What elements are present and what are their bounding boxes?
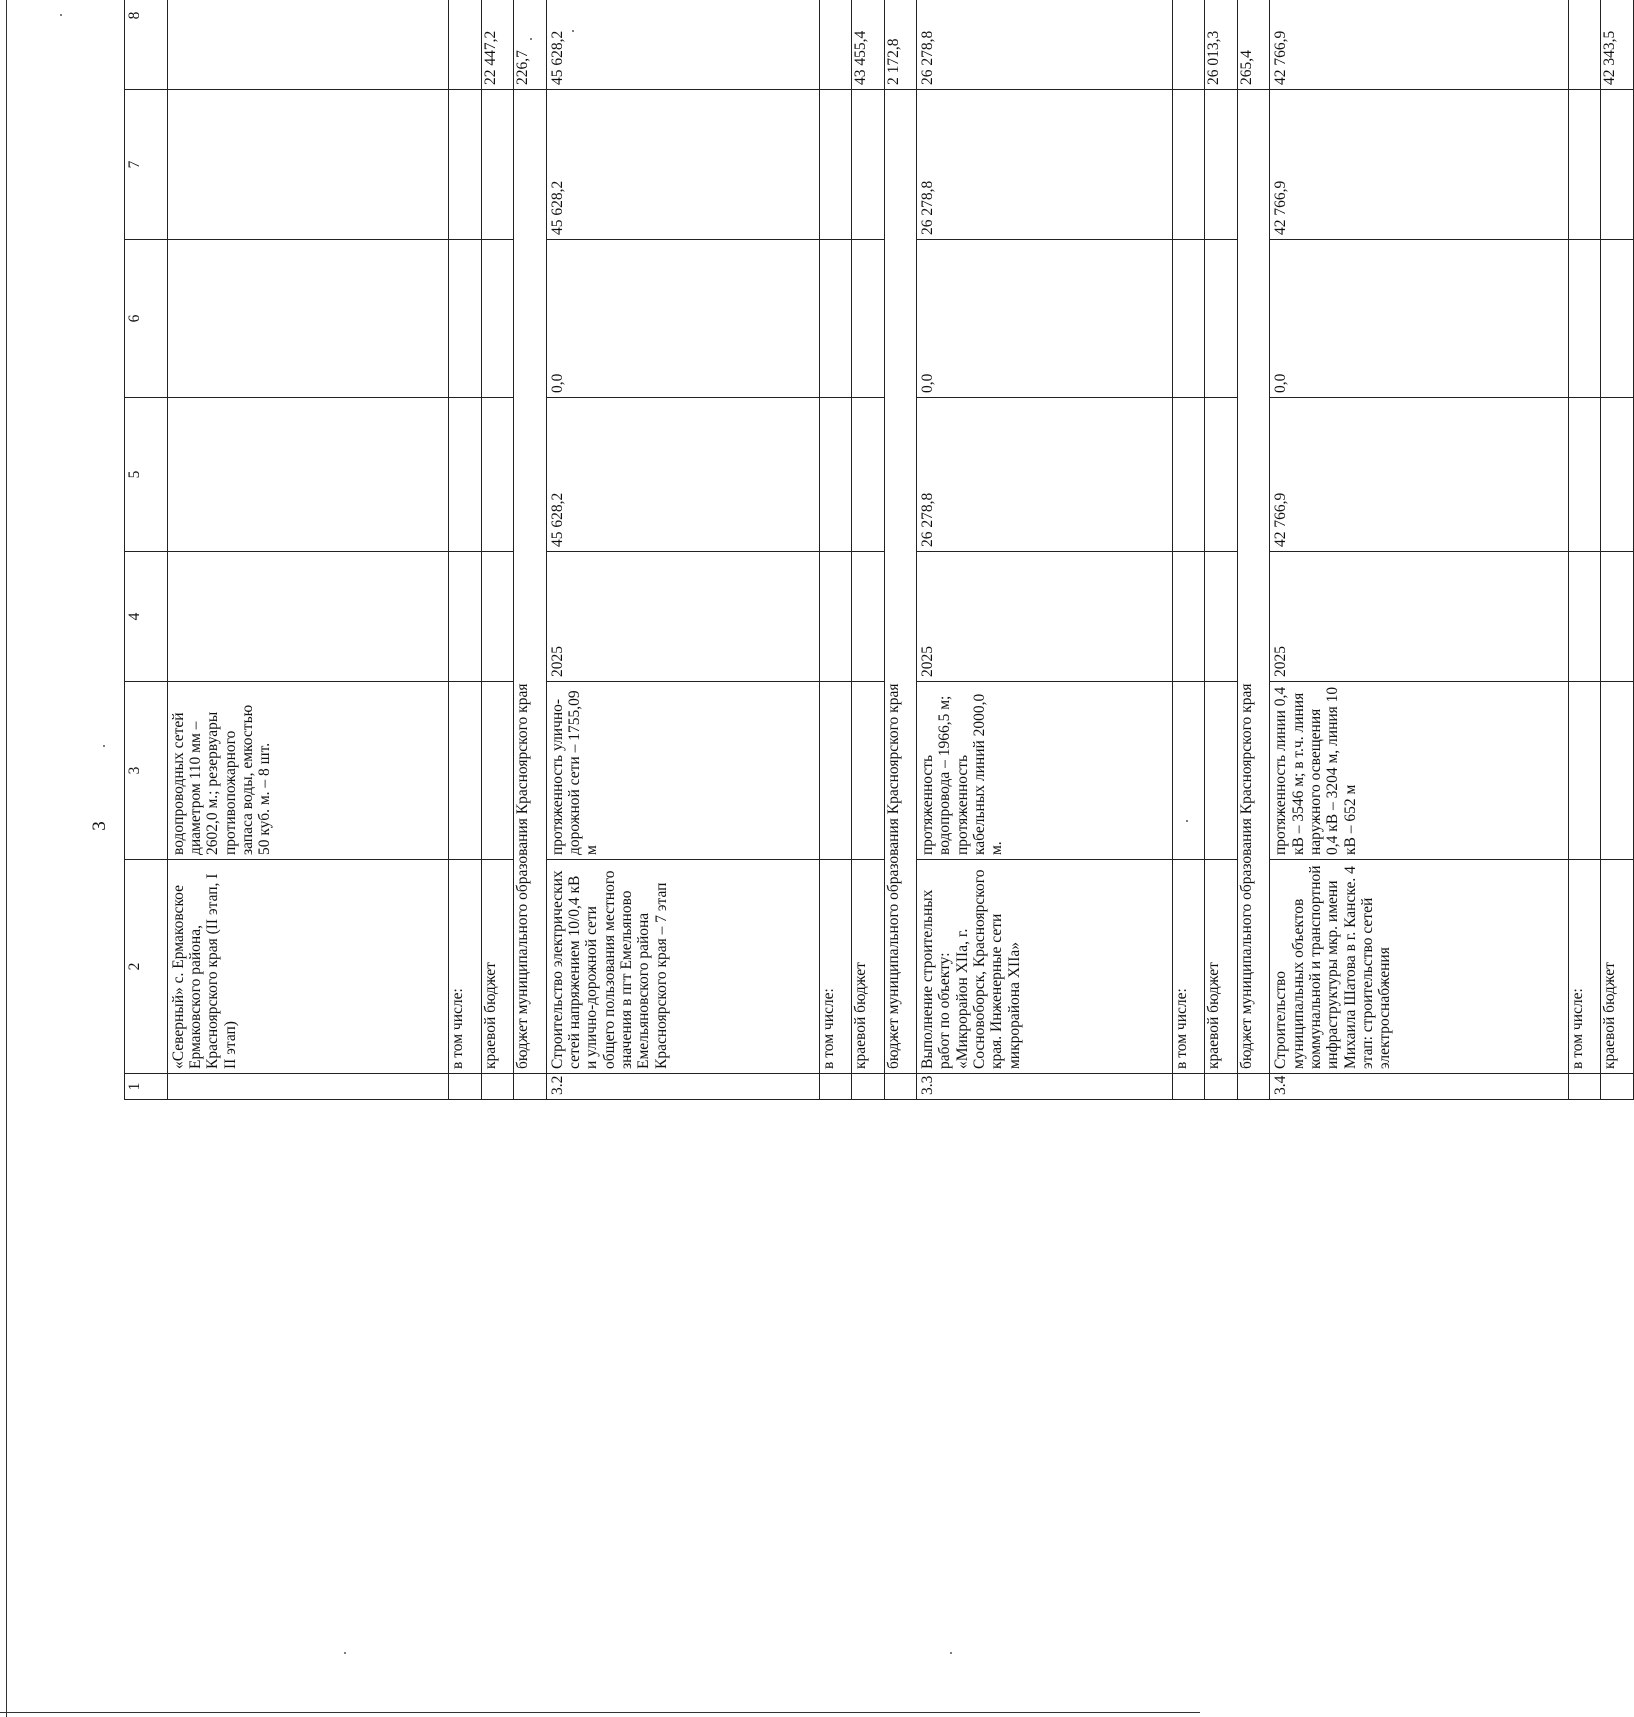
table-row bbox=[167, 0, 449, 1100]
table-row bbox=[852, 0, 884, 1100]
scan-speck bbox=[344, 1652, 346, 1654]
table-row bbox=[1173, 0, 1205, 1100]
header-cell: 4 bbox=[125, 552, 168, 682]
table-row bbox=[916, 0, 1172, 1100]
object-name: Строительство электрических сетей напряжением 10/0,4 кВ и улично-дорожной сети общего пользования местного значения в пгт Емельяново Емельяновского района Красноярского края – 7 этап bbox=[546, 860, 819, 1074]
header-cell: 5 bbox=[125, 398, 168, 552]
table-row bbox=[819, 0, 851, 1100]
label-v-tom-chisle: в том числе: bbox=[819, 860, 851, 1074]
kraevoy-amount: 26 013,3 bbox=[1205, 0, 1237, 90]
table-row bbox=[1270, 0, 1569, 1100]
header-cell: 8 bbox=[125, 0, 168, 90]
object-description: водопроводных сетей диаметром 110 мм – 2602,0 м.; резервуары противопожарного запаса воды, емкостью 50 куб. м. – 8 шт. bbox=[167, 682, 449, 860]
col7-amount: 42 766,9 bbox=[1270, 90, 1569, 240]
table-row bbox=[546, 0, 819, 1100]
year: 2025 bbox=[546, 552, 819, 682]
col7-amount: 45 628,2 bbox=[546, 90, 819, 240]
header-cell: 3 bbox=[125, 682, 168, 860]
table-row bbox=[1205, 0, 1237, 1100]
item-number: 3.4 bbox=[1270, 1074, 1569, 1100]
header-row bbox=[125, 0, 168, 1100]
col5-amount: 42 766,9 bbox=[1270, 398, 1569, 552]
kraevoy-amount: 42 343,5 bbox=[1601, 0, 1634, 90]
scan-speck bbox=[950, 1652, 952, 1654]
table-row bbox=[1601, 0, 1634, 1100]
scan-speck bbox=[103, 745, 105, 747]
table-row bbox=[449, 0, 481, 1100]
col7-amount: 26 278,8 bbox=[916, 90, 1172, 240]
label-v-tom-chisle: в том числе: bbox=[449, 860, 481, 1074]
object-name: Строительство муниципальных объектов коммунальной и транспортной инфраструктуры мкр. имени Михаила Шатова в г. Канске. 4 этап: строительство сетей электроснабжения bbox=[1270, 860, 1569, 1074]
col8-amount: 26 278,8 bbox=[916, 0, 1172, 90]
year: 2025 bbox=[916, 552, 1172, 682]
object-description: протяженность улично-дорожной сети – 1755,09 м bbox=[546, 682, 819, 860]
municipal-amount: 226,7 bbox=[514, 0, 546, 90]
label-kraevoy: краевой бюджет bbox=[1601, 860, 1634, 1074]
label-municipal: бюджет муниципального образования Красноярского края bbox=[514, 90, 546, 1074]
table-row bbox=[481, 0, 513, 1100]
table-row bbox=[1237, 0, 1269, 1100]
municipal-amount: 265,4 bbox=[1237, 0, 1269, 90]
label-kraevoy: краевой бюджет bbox=[1205, 860, 1237, 1074]
table-row bbox=[1569, 0, 1601, 1100]
scan-speck bbox=[572, 30, 574, 32]
program-table bbox=[124, 0, 1634, 1100]
item-number: 3.2 bbox=[546, 1074, 819, 1100]
label-kraevoy: краевой бюджет bbox=[852, 860, 884, 1074]
header-cell: 1 bbox=[125, 1074, 168, 1100]
scan-speck bbox=[60, 14, 62, 16]
kraevoy-amount: 43 455,4 bbox=[852, 0, 884, 90]
header-cell: 7 bbox=[125, 90, 168, 240]
object-name: Выполнение строительных работ по объекту: «Микрорайон XIIа, г. Сосновоборск, Красноярского края. Инженерные сети микрорайона XIIа» bbox=[916, 860, 1172, 1074]
scan-frame-left bbox=[6, 0, 7, 1717]
year: 2025 bbox=[1270, 552, 1569, 682]
col8-amount: 42 766,9 bbox=[1270, 0, 1569, 90]
object-description: протяженность водопровода – 1966,5 м; протяженность кабельных линий 2000,0 м. bbox=[916, 682, 1172, 860]
label-municipal: бюджет муниципального образования Красноярского края bbox=[884, 90, 916, 1074]
col6-amount: 0,0 bbox=[916, 240, 1172, 398]
label-kraevoy: краевой бюджет bbox=[481, 860, 513, 1074]
scan-speck bbox=[1186, 820, 1188, 822]
item-number: 3.3 bbox=[916, 1074, 1172, 1100]
page-number: 3 bbox=[89, 821, 110, 831]
col8-amount: 45 628,2 bbox=[546, 0, 819, 90]
col5-amount: 26 278,8 bbox=[916, 398, 1172, 552]
municipal-amount: 2 172,8 bbox=[884, 0, 916, 90]
object-description: протяженность линии 0,4 кВ – 3546 м; в т.ч. линия наружного освещения 0,4 кВ – 3204 м, линия 10 кВ – 652 м bbox=[1270, 682, 1569, 860]
scan-frame-bottom bbox=[0, 1712, 1200, 1713]
col5-amount: 45 628,2 bbox=[546, 398, 819, 552]
kraevoy-amount: 22 447,2 bbox=[481, 0, 513, 90]
col6-amount: 0,0 bbox=[1270, 240, 1569, 398]
label-v-tom-chisle: в том числе: bbox=[1569, 860, 1601, 1074]
object-name: «Северный» с. Ермаковское Ермаковского района, Красноярского края (II этап, I II этап) bbox=[167, 860, 449, 1074]
label-municipal: бюджет муниципального образования Красноярского края bbox=[1237, 90, 1269, 1074]
rotated-sheet bbox=[124, 11, 1634, 1100]
table-row bbox=[884, 0, 916, 1100]
scan-speck bbox=[530, 38, 532, 40]
label-v-tom-chisle: в том числе: bbox=[1173, 860, 1205, 1074]
header-cell: 2 bbox=[125, 860, 168, 1074]
header-cell: 6 bbox=[125, 240, 168, 398]
col6-amount: 0,0 bbox=[546, 240, 819, 398]
table-row bbox=[514, 0, 546, 1100]
